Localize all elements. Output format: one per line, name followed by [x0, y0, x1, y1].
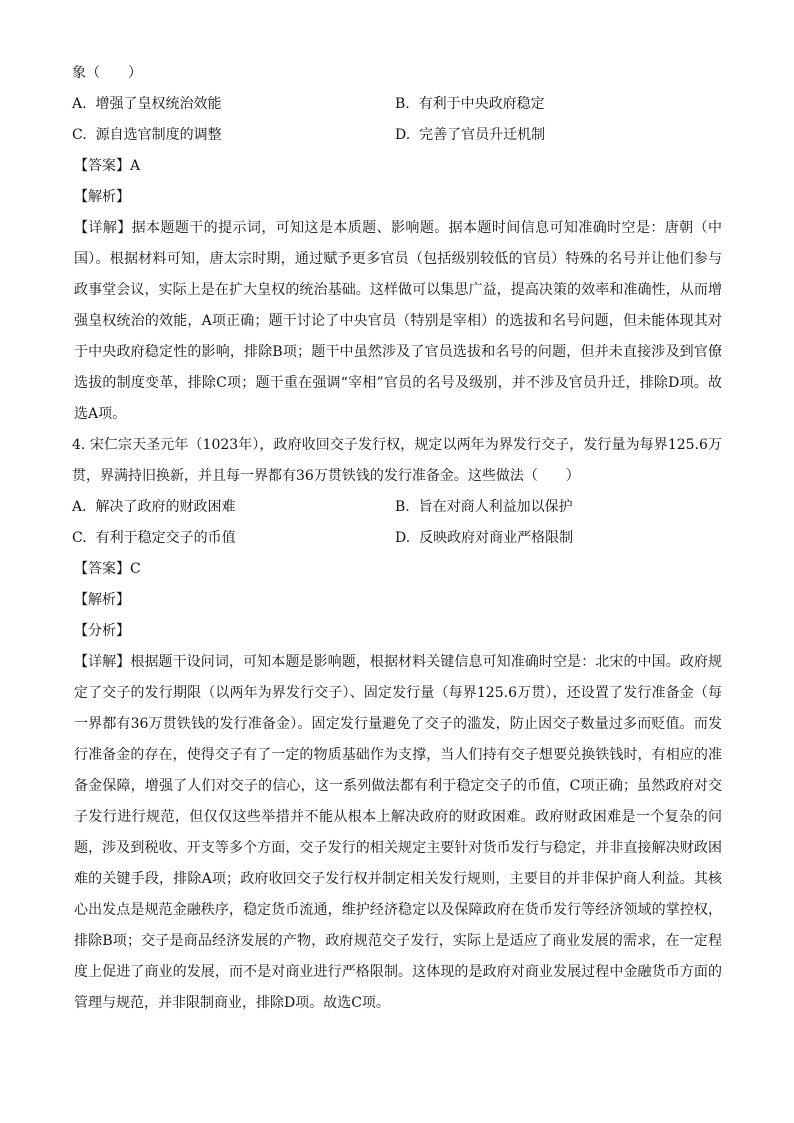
option-text: 解决了政府的财政困难: [95, 499, 236, 515]
option-text: 增强了皇权统治效能: [95, 96, 222, 112]
option-text: 完善了官员升迁机制: [419, 127, 546, 143]
q3-stem-tail: 象（ ）: [72, 65, 142, 81]
option-letter: C.: [72, 530, 87, 546]
q4-option-c: [72, 523, 395, 554]
q3-answer: 【答案】A: [74, 158, 141, 174]
q3-detail: 【详解】据本题题干的提示词，可知这是本质题、影响题。据本题时间信息可知准确时空是：唐朝（中国）。根据材料可知，唐太宗时期，通过赋予更多官员（包括级别较低的官员）特殊的名号并让他们参与政事堂会议，实际上是在扩大皇权的统治基础。这样做可以集思广益，提高决策的效率和准确性，从而增强皇权统治的效能，A项正确；题干讨论了中央官员（特别是宰相）的选拔和名号问题，但未能体现其对于中央政府稳定性的影响，排除B项；题干中虽然涉及了官员选拔和名号的问题，但并未直接涉及到官僚选拔的制度变革，排除C项；题干重在强调“宰相”官员的名号及级别，并不涉及官员升迁，排除D项。故选A项。: [74, 220, 722, 422]
option-letter: D.: [395, 127, 411, 143]
option-letter: B.: [395, 96, 410, 112]
q4-option-a: [72, 492, 395, 523]
option-letter: A.: [72, 96, 87, 112]
q4-option-d: [395, 523, 722, 554]
option-text: 有利于中央政府稳定: [418, 96, 545, 112]
q4-stem: 4. 宋仁宗天圣元年（1023年），政府收回交子发行权，规定以两年为界发行交子，发行量为每界125.6万贯，界满持旧换新，并且每一界都有36万贯铁钱的发行准备金。这些做法（ ）: [72, 437, 722, 484]
option-text: 反映政府对商业严格限制: [419, 530, 574, 546]
q3-options: [72, 89, 722, 151]
option-letter: D.: [395, 530, 411, 546]
q3-option-a: [72, 89, 395, 120]
q4-answer: 【答案】C: [74, 561, 141, 577]
q3-analysis-heading: 【解析】: [74, 189, 130, 205]
q4-detail: 【详解】根据题干设问词，可知本题是影响题，根据材料关键信息可知准确时空是：北宋的中国。政府规定了交子的发行期限（以两年为界发行交子）、固定发行量（每界125.6万贯），还设置了发行准备金（每一界都有36万贯铁钱的发行准备金）。固定发行量避免了交子的滥发，防止因交子数量过多而贬值。而发行准备金的存在，使得交子有了一定的物质基础作为支撑，当人们持有交子想要兑换铁钱时，有相应的准备金保障，增强了人们对交子的信心，这一系列做法都有利于稳定交子的币值，C项正确；虽然政府对交子发行进行规范，但仅仅这些举措并不能从根本上解决政府的财政困难。政府财政困难是一个复杂的问题，涉及到税收、开支等多个方面，交子发行的相关规定主要针对货币发行与稳定，并非直接解决财政困难的关键手段，排除A项；政府收回交子发行权并制定相关发行规则，主要目的并非保护商人利益。其核心出发点是规范金融秩序，稳定货币流通，维护经济稳定以及保障政府在货币发行等经济领域的掌控权，排除B项；交子是商品经济发展的产物，政府规范交子发行，实际上是适应了商业发展的需求，在一定程度上促进了商业的发展，而不是对商业进行严格限制。这体现的是政府对商业发展过程中金融货币方面的管理与规范，并非限制商业，排除D项。故选C项。: [74, 654, 722, 1011]
q4-options: [72, 492, 722, 554]
option-letter: C.: [72, 127, 87, 143]
option-text: 旨在对商人利益加以保护: [418, 499, 573, 515]
q3-option-b: [395, 89, 722, 120]
q3-option-c: [72, 120, 395, 151]
q4-option-b: [395, 492, 722, 523]
document-page: [72, 58, 722, 1019]
option-text: 源自选官制度的调整: [95, 127, 222, 143]
option-letter: A.: [72, 499, 87, 515]
q4-analysis-heading: 【解析】: [74, 592, 130, 608]
q4-fenxi-heading: 【分析】: [74, 623, 130, 639]
option-letter: B.: [395, 499, 410, 515]
option-text: 有利于稳定交子的币值: [95, 530, 236, 546]
q3-option-d: [395, 120, 722, 151]
